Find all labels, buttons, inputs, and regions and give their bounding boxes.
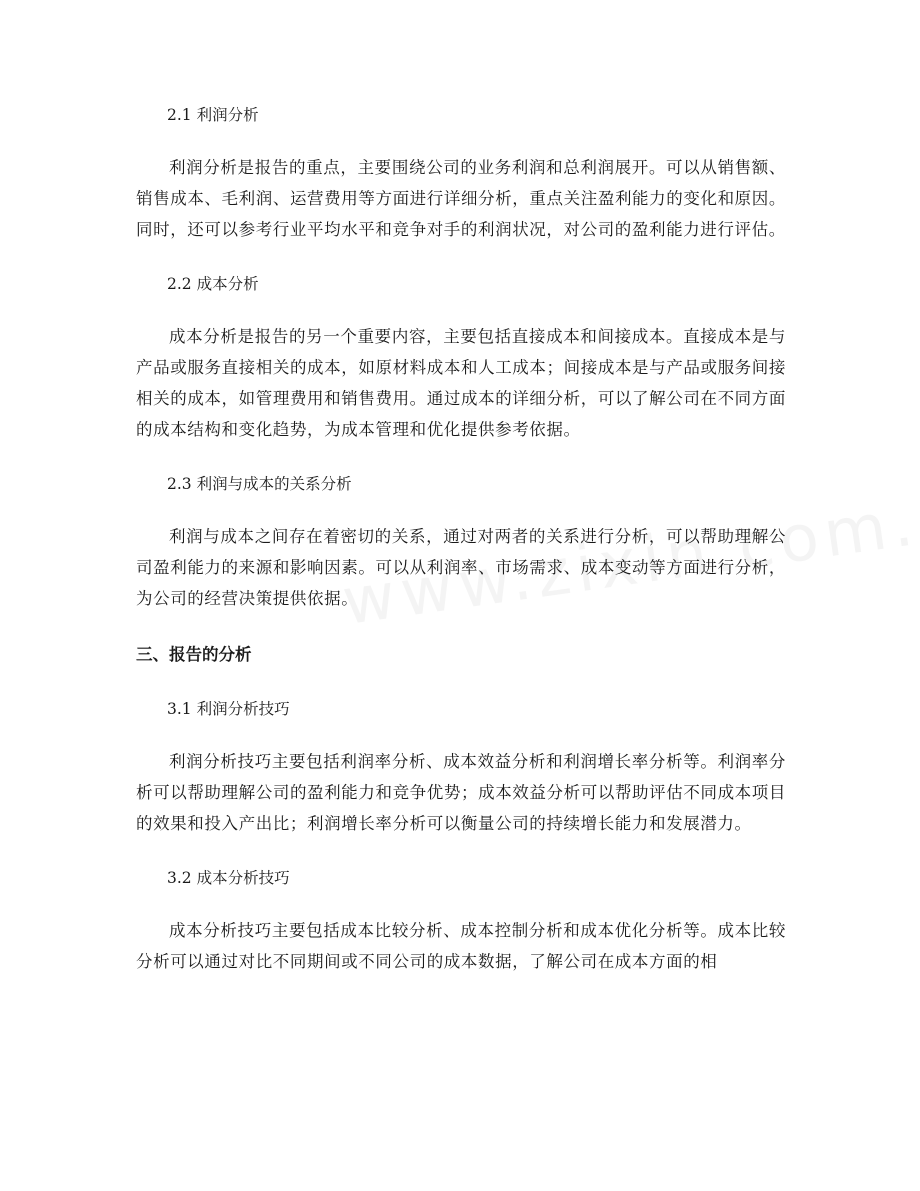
document-body [136, 100, 786, 977]
heading-3-1: 3.1 利润分析技巧 [167, 700, 290, 718]
paragraph-3-2: 成本分析技巧主要包括成本比较分析、成本控制分析和成本优化分析等。成本比较分析可以通过对比不同期间或不同公司的成本数据，了解公司在成本方面的相 [136, 921, 786, 971]
paragraph-2-2: 成本分析是报告的另一个重要内容，主要包括直接成本和间接成本。直接成本是与产品或服务直接相关的成本，如原材料成本和人工成本；间接成本是与产品或服务间接相关的成本，如管理费用和销售费用。通过成本的详细分析，可以了解公司在不同方面的成本结构和变化趋势，为成本管理和优化提供参考依据。 [136, 327, 786, 439]
heading-2-3: 2.3 利润与成本的关系分析 [167, 475, 352, 493]
paragraph-2-1: 利润分析是报告的重点，主要围绕公司的业务利润和总利润展开。可以从销售额、销售成本、毛利润、运营费用等方面进行详细分析，重点关注盈利能力的变化和原因。同时，还可以参考行业平均水平和竞争对手的利润状况，对公司的盈利能力进行评估。 [136, 158, 786, 239]
heading-section-3: 三、报告的分析 [136, 645, 252, 664]
heading-2-1: 2.1 利润分析 [167, 106, 259, 124]
heading-3-2: 3.2 成本分析技巧 [167, 869, 290, 887]
heading-2-2: 2.2 成本分析 [167, 275, 259, 293]
paragraph-2-3: 利润与成本之间存在着密切的关系，通过对两者的关系进行分析，可以帮助理解公司盈利能力的来源和影响因素。可以从利润率、市场需求、成本变动等方面进行分析，为公司的经营决策提供依据。 [136, 527, 786, 608]
paragraph-3-1: 利润分析技巧主要包括利润率分析、成本效益分析和利润增长率分析等。利润率分析可以帮助理解公司的盈利能力和竞争优势；成本效益分析可以帮助评估不同成本项目的效果和投入产出比；利润增长率分析可以衡量公司的持续增长能力和发展潜力。 [136, 752, 786, 833]
